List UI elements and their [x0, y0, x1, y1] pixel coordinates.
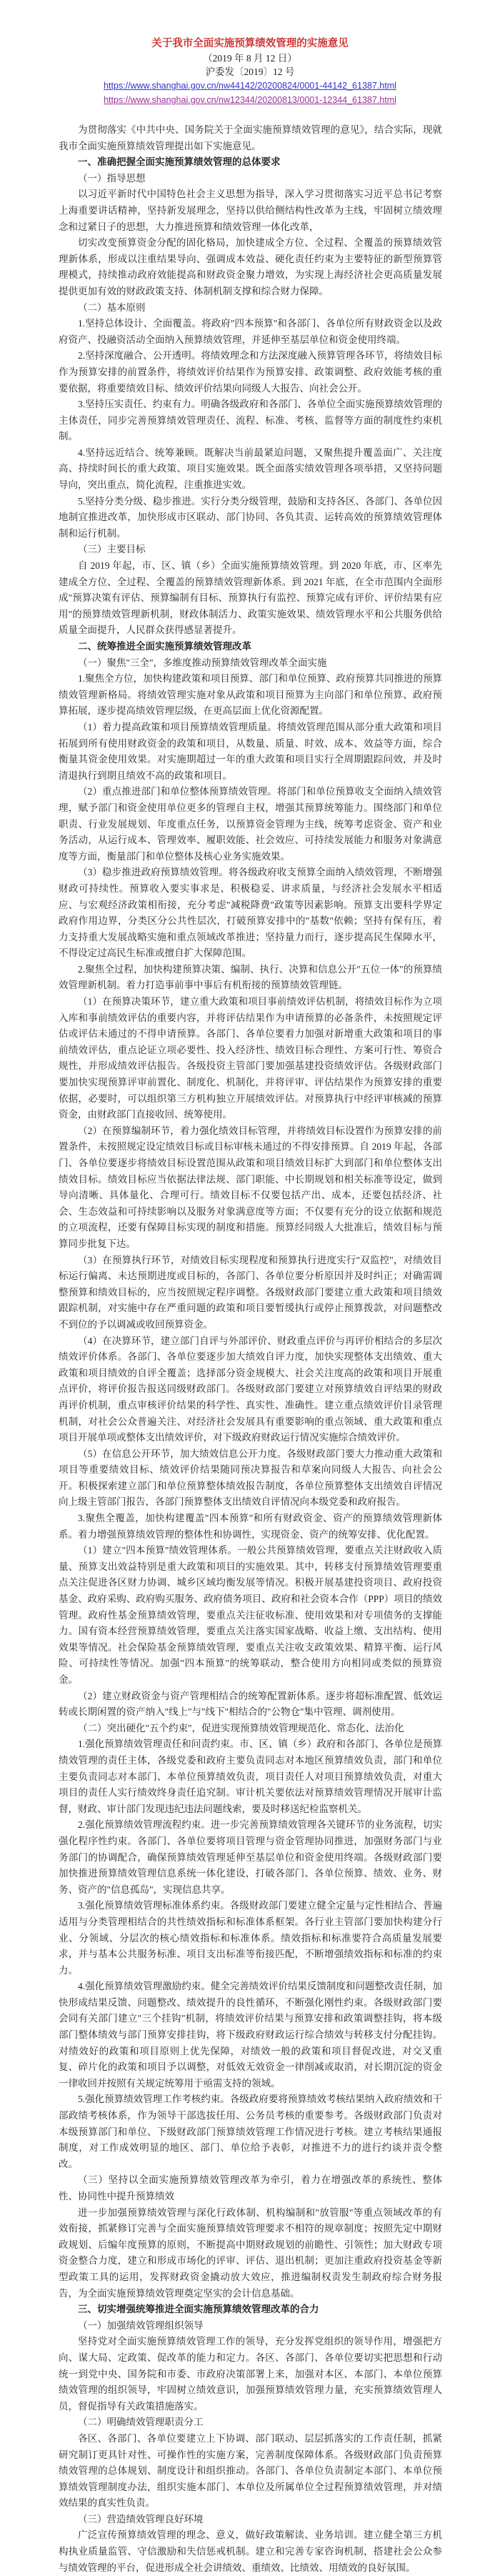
paragraph: 自 2019 年起，市、区、镇（乡）全面实施预算绩效管理。到 2020 年底，市、区率先建成全方位、全过程、全覆盖的预算绩效管理新体系。到 2021 年底，在全市范围内全面形成"预算决策有评估、预算编制有目标、预算执行有监控、预算完成有评价、评价结果有应用"的预算绩效管理新机制，财政体制活力、政策实施效果、绩效管理水平和公共服务供给质量全面提升，人民群众获得感显著提升。	[59, 560, 442, 636]
paragraph: （二）突出硬化"五个约束"，促进实现预算绩效管理规范化、常态化、法治化	[78, 1722, 404, 1734]
paragraph: 切实改变预算资金分配的固化格局，加快建成全方位、全过程、全覆盖的预算绩效管理新体系，形成以注重结果导向、强调成本效益、硬化责任约束为主要特征的新型预算管理模式，持续推动政府效能提高和财政资金聚力增效，为实现上海经济社会更高质量发展提供更加有效的财政政策支持、体制机制支撑和综合财力保障。	[59, 237, 442, 297]
paragraph: 广泛宣传预算绩效管理的理念、意义，做好政策解读、业务培训。建立健全第三方机构执业质量监管、守信激励和失信惩戒机制。建立和完善专家咨询机制，搭建社会公众参与绩效管理的平台，促进形成全社会讲绩效、重绩效、比绩效、用绩效的良好氛围。	[59, 2530, 442, 2573]
paragraph: （三）主要目标	[78, 544, 146, 555]
source-link-1[interactable]: https://www.shanghai.gov.cn/nw44142/20200824/0001-44142_61387.html	[104, 81, 396, 91]
paragraph: 各区、各部门、各单位要建立上下协调、部门联动、层层抓落实的工作责任制，抓紧研究制订更具针对性、可操作性的实施方案，完善制度保障体系。各级财政部门负责预算绩效管理的总体规划、制度设计和组织推动。各部门、各单位负责制定本部门、本单位预算绩效管理制度办法，组织实施本部门、本单位及所属单位全过程预算绩效管理，并对绩效结果的真实性负责。	[59, 2432, 442, 2509]
paragraph: （3）稳步推进政府预算绩效管理。将各级政府收支预算全面纳入绩效管理，不断增强财政可持续性。预算收入要实事求是、积极稳妥、讲求质量，与经济社会发展水平相适应、与宏观经济政策相衔接，充分考虑"减税降费"政策等因素影响。预算支出要科学界定政府作用边界，分类区分公共性层次，打破预算安排中的"基数"依赖；坚持有保有压，着力支持重大发展战略实施和重点领域改革推进；坚持量力而行，逐步提高民生保障水平，不得设定过高民生标准或擅自扩大保障范围。	[59, 867, 442, 959]
paragraph: （3）在预算执行环节，对绩效目标实现程度和预算执行进度实行"双监控"，对绩效目标运行偏离、未达预期进度或目标的，各部门、各单位要分析原因并及时纠正；对确需调整预算和绩效目标的，应当按照规定程序调整。各级财政部门要建立重大政策和项目绩效跟踪机制，对实施中存在严重问题的政策和项目要暂缓执行或停止预算拨款，对问题整改不到位的予以调减或收回预算资金。	[59, 1254, 442, 1330]
paragraph: 为贯彻落实《中共中央、国务院关于全面实施预算绩效管理的意见》，结合实际，现就我市全面实施预算绩效管理提出如下实施意见。	[59, 124, 442, 151]
paragraph: （1）建立"四本预算"绩效管理体系。一般公共预算绩效管理，要重点关注财政收入质量、预算支出效益特别是重大政策和项目的实施效果。其中，转移支付预算绩效管理要重点关注促进各区财力协调、城乡区域均衡发展等情况。积极开展基建投资项目、政府投资基金、政府采购、政府购买服务、政府债务项目、政府和社会资本合作（PPP）项目的绩效管理。政府性基金预算绩效管理，要重点关注征收标准、使用效果和对专项债务的支撑能力。国有资本经营预算绩效管理，要重点关注落实国家战略、收益上缴、支出结构、使用效果等情况。社会保险基金预算绩效管理，要重点关注收支政策效果、精算平衡、运行风险、可持续性等情况。加强"四本预算"的统筹联动，整合使用方向相同或类似的预算资金。	[59, 1545, 442, 1685]
paragraph: 4.坚持远近结合、统筹兼顾。既解决当前最紧迫问题，又聚焦提升覆盖面广、关注度高、持续时间长的重大政策、项目实施效果。既全面落实绩效管理各项举措，又坚持问题导向，突出重点，简化流程，注重推进实效。	[59, 447, 442, 491]
paragraph: 5.坚持分类分级、稳步推进。实行分类分级管理，鼓励和支持各区、各部门、各单位因地制宜推进改革，加快形成市区联动、部门协同、各负其责、运转高效的预算绩效管理体制和运行机制。	[59, 495, 442, 539]
paragraph: 二、统筹推进全面实施预算绩效管理改革	[78, 641, 251, 652]
paragraph: 坚持党对全面实施预算绩效管理工作的领导，充分发挥党组织的领导作用，增强把方向、谋大局、定政策、促改革的能力和定力。各区、各部门、各单位要切实把思想和行动统一到党中央、国务院和市委、市政府决策部署上来，加强对本区、本部门、本单位预算绩效管理的组织领导，牢固树立绩效意识，加强预算绩效管理力量，充实预算绩效管理人员，督促指导有关政策措施落实。	[59, 2336, 442, 2412]
paragraph: （二）基本原则	[78, 302, 146, 313]
source-link-line-2	[0, 93, 500, 107]
paragraph: （2）在预算编制环节，着力强化绩效目标管理，并将绩效目标设置作为预算安排的前置条件，未按照规定设定绩效目标或目标审核未通过的不得安排预算。自 2019 年起，各部门、各单位要逐步将绩效目标设置范围从政策和项目绩效目标扩大到部门和单位整体支出绩效目标。绩效目标应当依据法律法规、部门职能、中长期规划和相关标准等设定，做到导向清晰、具体量化、合理可行。绩效目标不仅要包括产出、成本，还要包括经济、社会、生态效益和可持续影响以及服务对象满意度等方面；不仅要有充分的设立依据和规范的立项流程，还要有保障目标实现的制度和措施。预算经同级人大批准后，绩效目标与预算同步批复下达。	[59, 1125, 442, 1249]
paragraph: 2.聚焦全过程，加快构建预算决策、编制、执行、决算和信息公开"五位一体"的预算绩效管理新机制。着力打造事前事中事后有机衔接的预算绩效管理链。	[59, 963, 442, 991]
paragraph: （二）明确绩效管理职责分工	[78, 2417, 204, 2428]
paragraph: 三、切实增强统筹推进全面实施预算绩效管理改革的合力	[78, 2304, 319, 2315]
paragraph: （一）加强绩效管理组织领导	[78, 2319, 204, 2331]
document-title: 关于我市全面实施预算绩效管理的实施意见	[151, 38, 349, 49]
paragraph: 5.强化预算绩效管理工作考核约束。各级政府要将预算绩效考核结果纳入政府绩效和干部政绩考核体系，作为领导干部选拔任用、公务员考核的重要参考。各级财政部门负责对本级预算部门和单位、下级财政部门预算绩效管理工作情况进行考核。建立考核结果通报制度，对工作成效明显的地区、部门、单位给予表彰，对推进不力的进行约谈并责令整改。	[59, 2094, 442, 2169]
paragraph: （2）建立财政资金与资产管理相结合的统筹配置新体系。逐步将超标准配置、低效运转或长期闲置的资产纳入"线上"与"线下"相结合的"公物仓"集中管理、调剂使用。	[59, 1690, 442, 1718]
paragraph: 4.强化预算绩效管理激励约束。健全完善绩效评价结果反馈制度和问题整改责任制，加快形成结果反馈、问题整改、绩效提升的良性循环，不断强化刚性约束。各级财政部门要会同有关部门建立"三个挂钩"机制，将绩效评价结果与预算安排和政策调整挂钩，将本级部门整体绩效与部门预算安排挂钩，将下级政府财政运行综合绩效与转移支付分配挂钩。对绩效好的政策和项目原则上优先保障，对绩效一般的政策和项目督促改进，对交叉重复、碎片化的政策和项目予以调整，对低效无效资金一律削减或取消，对长期沉淀的资金一律收回并按照有关规定统筹用于亟需支持的领域。	[59, 1981, 442, 2089]
paragraph: 进一步加强预算绩效管理与深化行政体制、机构编制和"放管服"等重点领域改革的有效衔接，抓紧修订完善与全面实施预算绩效管理要求不相符的规章制度；按照先定中期财政规划、后编年度预算的原则，不断提高中期财政规划的前瞻性、引领性；加大财政专项资金整合力度，建立和形成市场化的评审、评估、退出机制；更加注重政府投资基金等新型政策工具的运用，发挥财政资金撬动放大效应，推进编制权责发生制政府综合财务报告，为全面实施预算绩效管理奠定坚实的会计信息基础。	[59, 2207, 442, 2299]
paragraph: 2.坚持深度融合、公开透明。将绩效理念和方法深度融入预算管理各环节，将绩效目标作为预算安排的前置条件，将绩效评价结果作为预算安排、政策调整、政府效能考核的重要依据，将重要绩效目标、绩效评价结果向同级人大报告、向社会公开。	[59, 350, 442, 394]
paragraph: （一）聚焦"三全"，多维度推动预算绩效管理改革全面实施	[78, 657, 327, 668]
paragraph: （一）指导思想	[78, 172, 146, 184]
paragraph: （2）重点推进部门和单位整体预算绩效管理。将部门和单位预算收支全面纳入绩效管理，赋予部门和资金使用单位更多的管理自主权，增强其预算统筹能力。围绕部门和单位职责、行业发展规划、年度重点任务，以预算资金管理为主线，统筹考虑资金、资产和业务活动，从运行成本、管理效率、履职效能、社会效应、可持续发展能力和服务对象满意度等方面，衡量部门和单位整体及核心业务实施效果。	[59, 786, 442, 862]
paragraph: 1.聚焦全方位，加快构建政策和项目预算、部门和单位预算、政府预算共同推进的预算绩效管理新格局。将绩效管理实施对象从政策和项目预算为主向部门和单位预算、政府预算拓展，逐步提高绩效管理层级，在更高层面上优化资源配置。	[59, 673, 442, 717]
source-link-line-1	[0, 79, 500, 93]
document-body	[59, 122, 442, 2576]
paragraph: （4）在决算环节，建立部门自评与外部评价、财政重点评价与再评价相结合的多层次绩效评价体系。各部门、各单位要逐步加大绩效自评力度，加快实现整体支出绩效、重大政策和项目绩效的自评全覆盖；选择部分资金规模大、社会关注度高的政策和项目开展重点评价，将评价报告报送同级财政部门。各级财政部门要建立对预算绩效自评结果的财政再评价机制，重点审核评价结果的科学性、真实性、准确性。建立重点绩效评价目录管理机制，对社会公众普遍关注、对经济社会发展具有重要影响的重点领域、重大政策和重点项目开展单项或整体支出绩效评价，对下级政府财政运行情况实施综合绩效评价。	[59, 1335, 442, 1443]
paragraph: 2.强化预算绩效管理流程约束。进一步完善预算绩效管理各关键环节的业务流程，切实强化程序性约束。各部门、各单位要将项目管理与资金管理协同推进，加强财务部门与业务部门的协调配合，确保预算绩效管理延伸至基层单位和资金使用终端。各级财政部门要加快推进预算绩效管理信息系统一体化建设，打破各部门、各单位预算、绩效、业务、财务、资产的"信息孤岛"，实现信息共享。	[59, 1819, 442, 1895]
paragraph: 1.坚持总体设计、全面覆盖。将政府"四本预算"和各部门、各单位所有财政资金以及政府资产、投融资活动全面纳入预算绩效管理，并延伸至基层单位和资金使用终端。	[59, 318, 442, 345]
paragraph: （三）营造绩效管理良好环境	[78, 2513, 204, 2525]
paragraph: 1.强化预算绩效管理责任和问责约束。市、区、镇（乡）政府和各部门、各单位是预算绩效管理的责任主体，各级党委和政府主要负责同志对本地区预算绩效负责，部门和单位主要负责同志对本部门、本单位预算绩效负责，项目责任人对项目预算绩效负责，对重大项目的责任人实行绩效终身责任追究制。审计机关要依法对预算绩效管理情况开展审计监督，财政、审计部门发现违纪违法问题线索，要及时移送纪检监察机关。	[59, 1739, 442, 1814]
document-header	[0, 0, 500, 107]
paragraph: （5）在信息公开环节，加大绩效信息公开力度。各级财政部门要大力推动重大政策和项目等重要绩效目标、绩效评价结果随同预决算报告和草案向同级人大报告、向社会公开。积极探索建立部门和单位预算整体绩效报告制度，各单位预算整体支出绩效自评情况向上级主管部门报告，各部门预算整体支出绩效自评情况向本级党委和政府报告。	[59, 1448, 442, 1508]
paragraph: （1）着力提高政策和项目预算绩效管理质量。将绩效管理范围从部分重大政策和项目拓展到所有使用财政资金的政策和项目，从数量、质量、时效、成本、效益等方面，综合衡量其资金使用效果。对实施期超过一年的重大政策和项目实行全周期跟踪问效，并及时清退执行到期且绩效不高的政策和项目。	[59, 721, 442, 781]
paragraph: 一、准确把握全面实施预算绩效管理的总体要求	[78, 156, 281, 168]
paragraph: 3.强化预算绩效管理标准体系约束。各级财政部门要建立健全定量与定性相结合、普遍适用与分类管理相结合的共性绩效指标和标准体系框架。各行业主管部门要加快构建分行业、分领域、分层次的核心绩效指标和标准体系。绩效指标和标准要符合高质量发展要求，并与基本公共服务标准、项目支出标准等衔接匹配，不断增强绩效指标和标准的约束力。	[59, 1900, 442, 1976]
document-number: 沪委发〔2019〕12 号	[205, 66, 295, 77]
paragraph: （三）坚持以全面实施预算绩效管理改革为牵引，着力在增强改革的系统性、整体性、协同性中提升预算绩效	[59, 2174, 442, 2202]
paragraph: 3.坚持压实责任、约束有力。明确各级政府和各部门、各单位全面实施预算绩效管理的主体责任，同步完善预算绩效管理责任、流程、标准、考核、监督等方面的制度性约束机制。	[59, 399, 442, 442]
paragraph: （1）在预算决策环节，建立重大政策和项目事前绩效评估机制，将绩效目标作为立项入库和事前绩效评估的重要内容，并将评估结果作为申请预算的必备条件，未按照规定评估或评估未通过的不得申请预算。各部门、各单位要着力加强对新增重大政策和项目的事前绩效评估，重点论证立项必要性、投入经济性、绩效目标合理性、方案可行性、筹资合规性，并形成绩效评估报告。各级投资主管部门要加强基建投资绩效评估。各级财政部门要加快实现预算评审前置化、制度化、机制化，并将评审、评估结果作为预算安排的重要依据，必要时，可以组织第三方机构独立开展绩效评估。对预算执行中经评审核减的预算资金，由财政部门直接收回、统筹使用。	[59, 996, 442, 1120]
paragraph: 以习近平新时代中国特色社会主义思想为指导，深入学习贯彻落实习近平总书记考察上海重要讲话精神，坚持新发展理念，坚持以供给侧结构性改革为主线，牢固树立绩效理念和过紧日子的思想，大力推进预算和绩效管理一体化改革，	[59, 189, 442, 232]
document-date: （2019 年 8 月 12 日）	[203, 53, 297, 64]
paragraph: 3.聚焦全覆盖，加快构建覆盖"四本预算"和所有财政资金、资产的预算绩效管理新体系。着力增强预算绩效管理的整体性和协调性，实现资金、资产的统筹安排、优化配置。	[59, 1513, 442, 1540]
source-link-2[interactable]: https://www.shanghai.gov.cn/nw12344/20200813/0001-12344_61387.html	[104, 95, 396, 105]
